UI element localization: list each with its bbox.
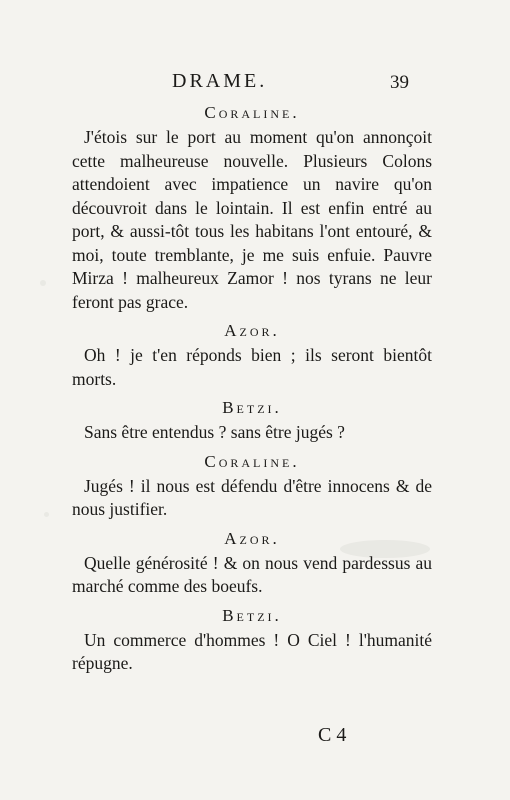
speaker-name: Coraline. xyxy=(204,103,300,122)
speaker-name: Coraline. xyxy=(204,451,300,471)
paper-stain xyxy=(44,512,49,517)
speaker-name: Azor. xyxy=(224,321,280,340)
page-number: 39 xyxy=(390,72,409,93)
signature-mark: C 4 xyxy=(318,724,347,746)
paper-stain xyxy=(40,280,46,286)
speaker-name: Betzi. xyxy=(222,398,282,417)
speech: Quelle générosité ! & on nous vend pardessus au marché comme des boeufs. xyxy=(72,552,432,596)
speech: Un commerce d'hommes ! O Ciel ! l'humanité répugne. xyxy=(72,629,432,673)
speech: Oh ! je t'en réponds bien ; ils seront bientôt morts. xyxy=(72,345,432,389)
play-text xyxy=(72,100,432,680)
page-header xyxy=(0,70,510,100)
speaker-name: Azor. xyxy=(224,528,280,548)
running-head: DRAME. xyxy=(172,70,268,92)
speaker-name: Betzi. xyxy=(222,605,282,625)
speech: Sans être entendus ? sans être jugés ? xyxy=(84,422,345,442)
speech: Jugés ! il nous est défendu d'être innocens & de nous justifier. xyxy=(72,475,432,519)
speech: J'étois sur le port au moment qu'on annonçoit cette malheureuse nouvelle. Plusieurs Colons attendoient avec impatience un navire qu'on découvroit dans le lointain. Il est enfin entré au port, & aussi-tôt tous les habitans l'ont entouré, & moi, toute tremblante, je me suis enfuie. Pauvre Mirza ! malheureux Zamor ! nos tyrans ne leur feront pas grace. xyxy=(72,127,432,312)
